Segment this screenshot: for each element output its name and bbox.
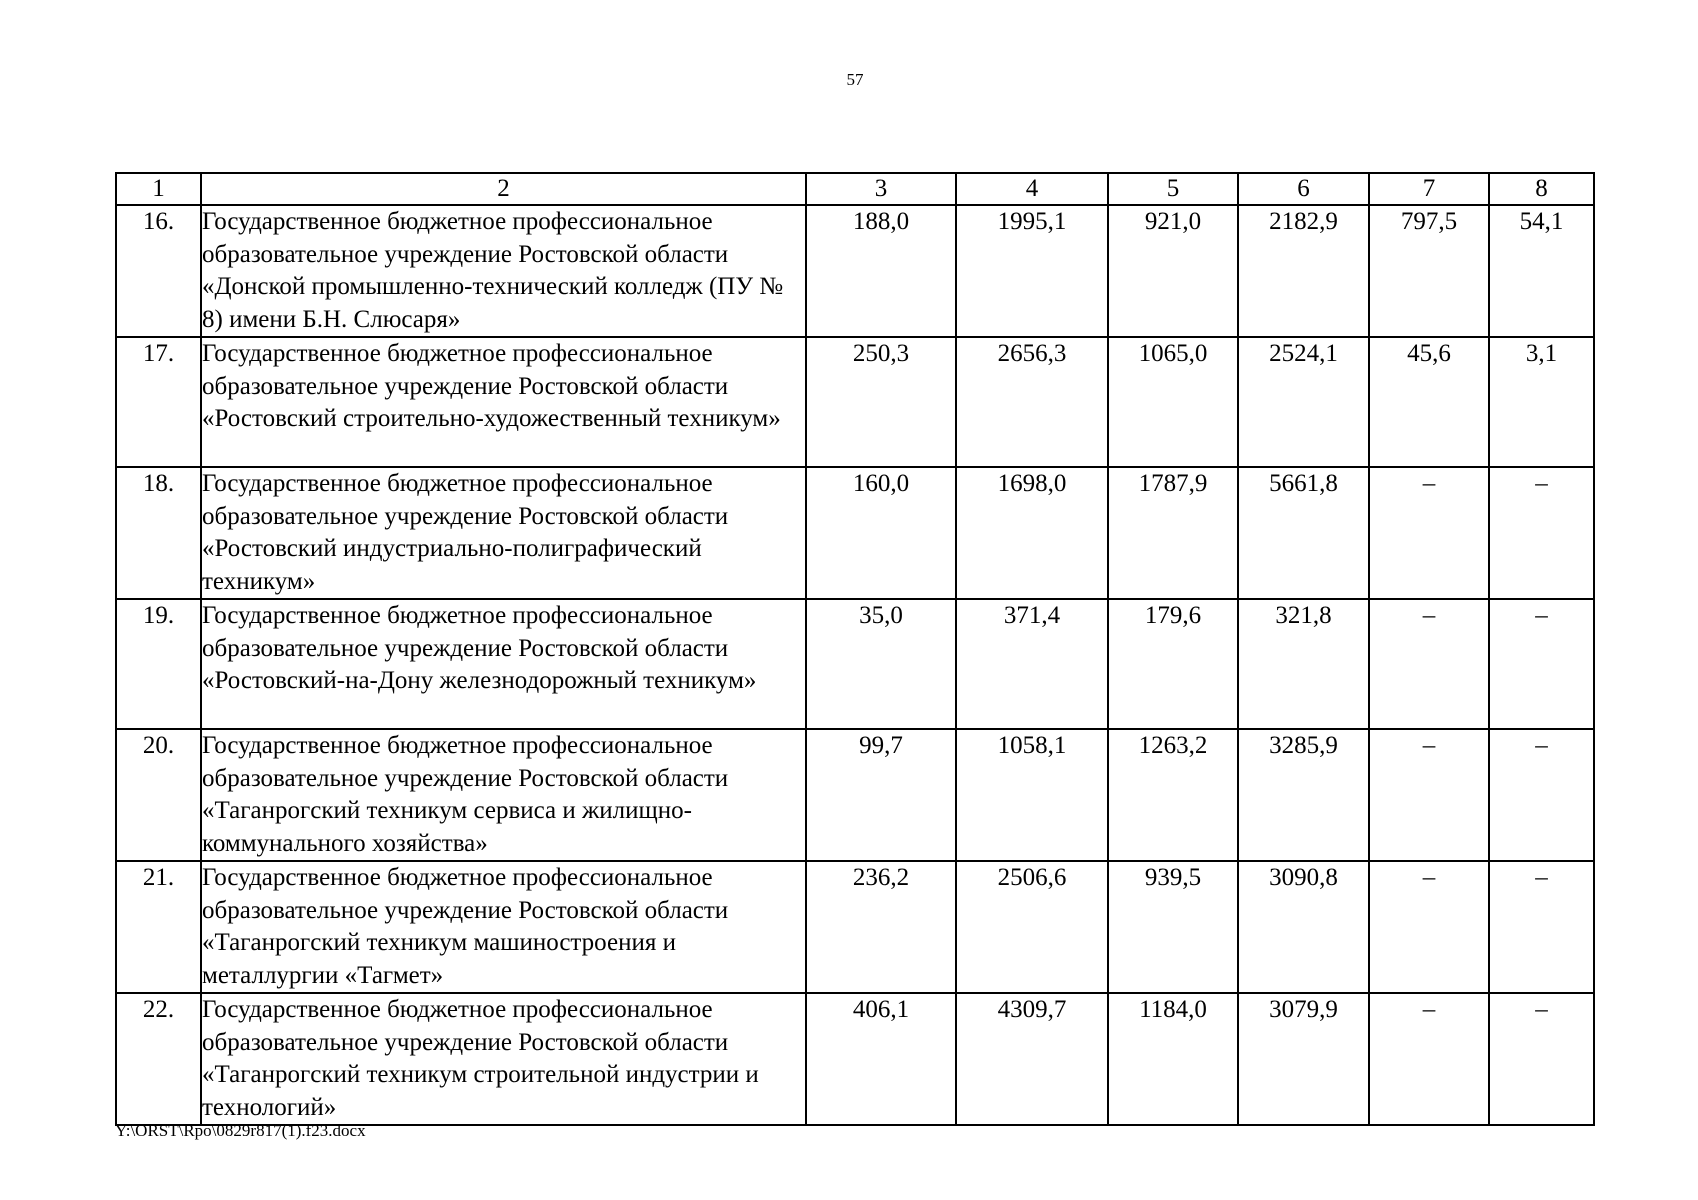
header-cell-3: 3 [806, 173, 956, 205]
value-col-4: 4309,7 [956, 993, 1108, 1125]
value-col-6: 3090,8 [1238, 861, 1369, 993]
institution-name: Государственное бюджетное профессиональное образовательное учреждение Ростовской области «Таганрогский техникум машиностроения и металлургии «Тагмет» [201, 861, 806, 993]
value-col-4: 1058,1 [956, 729, 1108, 861]
institution-name: Государственное бюджетное профессиональное образовательное учреждение Ростовской области «Ростовский индустриально-полиграфический техникум» [201, 467, 806, 599]
value-col-7: – [1369, 861, 1489, 993]
file-path-footer: Y:\ORST\Rpo\0829r817(1).f23.docx [115, 1121, 366, 1140]
value-col-3: 406,1 [806, 993, 956, 1125]
value-col-6: 321,8 [1238, 599, 1369, 729]
institution-name: Государственное бюджетное профессиональное образовательное учреждение Ростовской области «Таганрогский техникум сервиса и жилищно-коммунального хозяйства» [201, 729, 806, 861]
value-col-8: 3,1 [1489, 337, 1594, 467]
value-col-5: 921,0 [1108, 205, 1238, 337]
value-col-7: – [1369, 467, 1489, 599]
row-number: 20. [116, 729, 201, 861]
value-col-3: 160,0 [806, 467, 956, 599]
page-number: 57 [846, 70, 864, 89]
value-col-3: 35,0 [806, 599, 956, 729]
institution-name: Государственное бюджетное профессиональное образовательное учреждение Ростовской области «Донской промышленно-технический колледж (ПУ № 8) имени Б.Н. Слюсаря» [201, 205, 806, 337]
value-col-4: 1698,0 [956, 467, 1108, 599]
row-number: 19. [116, 599, 201, 729]
value-col-5: 1787,9 [1108, 467, 1238, 599]
value-col-5: 939,5 [1108, 861, 1238, 993]
institution-name: Государственное бюджетное профессиональное образовательное учреждение Ростовской области «Ростовский-на-Дону железнодорожный техникум» [201, 599, 806, 729]
row-number: 17. [116, 337, 201, 467]
table-row [116, 467, 1594, 599]
table-row [116, 205, 1594, 337]
header-cell-2: 2 [201, 173, 806, 205]
value-col-5: 179,6 [1108, 599, 1238, 729]
value-col-8: – [1489, 861, 1594, 993]
table-row [116, 599, 1594, 729]
value-col-7: – [1369, 599, 1489, 729]
value-col-5: 1184,0 [1108, 993, 1238, 1125]
value-col-3: 188,0 [806, 205, 956, 337]
value-col-4: 2506,6 [956, 861, 1108, 993]
value-col-6: 3285,9 [1238, 729, 1369, 861]
value-col-6: 2182,9 [1238, 205, 1369, 337]
header-cell-4: 4 [956, 173, 1108, 205]
table-row [116, 337, 1594, 467]
table-row [116, 861, 1594, 993]
value-col-7: 797,5 [1369, 205, 1489, 337]
header-cell-8: 8 [1489, 173, 1594, 205]
value-col-7: 45,6 [1369, 337, 1489, 467]
value-col-6: 2524,1 [1238, 337, 1369, 467]
row-number: 16. [116, 205, 201, 337]
value-col-8: – [1489, 993, 1594, 1125]
value-col-4: 371,4 [956, 599, 1108, 729]
row-number: 18. [116, 467, 201, 599]
value-col-6: 3079,9 [1238, 993, 1369, 1125]
institution-name: Государственное бюджетное профессиональное образовательное учреждение Ростовской области «Таганрогский техникум строительной индустрии и технологий» [201, 993, 806, 1125]
header-cell-6: 6 [1238, 173, 1369, 205]
row-number: 22. [116, 993, 201, 1125]
value-col-7: – [1369, 993, 1489, 1125]
value-col-5: 1065,0 [1108, 337, 1238, 467]
value-col-3: 236,2 [806, 861, 956, 993]
header-cell-7: 7 [1369, 173, 1489, 205]
value-col-6: 5661,8 [1238, 467, 1369, 599]
data-table [115, 172, 1595, 1126]
table-row [116, 729, 1594, 861]
institution-name: Государственное бюджетное профессиональное образовательное учреждение Ростовской области «Ростовский строительно-художественный техникум» [201, 337, 806, 467]
value-col-8: – [1489, 599, 1594, 729]
value-col-7: – [1369, 729, 1489, 861]
value-col-8: 54,1 [1489, 205, 1594, 337]
value-col-4: 2656,3 [956, 337, 1108, 467]
value-col-8: – [1489, 729, 1594, 861]
header-cell-5: 5 [1108, 173, 1238, 205]
value-col-5: 1263,2 [1108, 729, 1238, 861]
value-col-3: 250,3 [806, 337, 956, 467]
value-col-3: 99,7 [806, 729, 956, 861]
header-row [116, 173, 1594, 205]
table-row [116, 993, 1594, 1125]
value-col-4: 1995,1 [956, 205, 1108, 337]
row-number: 21. [116, 861, 201, 993]
header-cell-1: 1 [116, 173, 201, 205]
value-col-8: – [1489, 467, 1594, 599]
